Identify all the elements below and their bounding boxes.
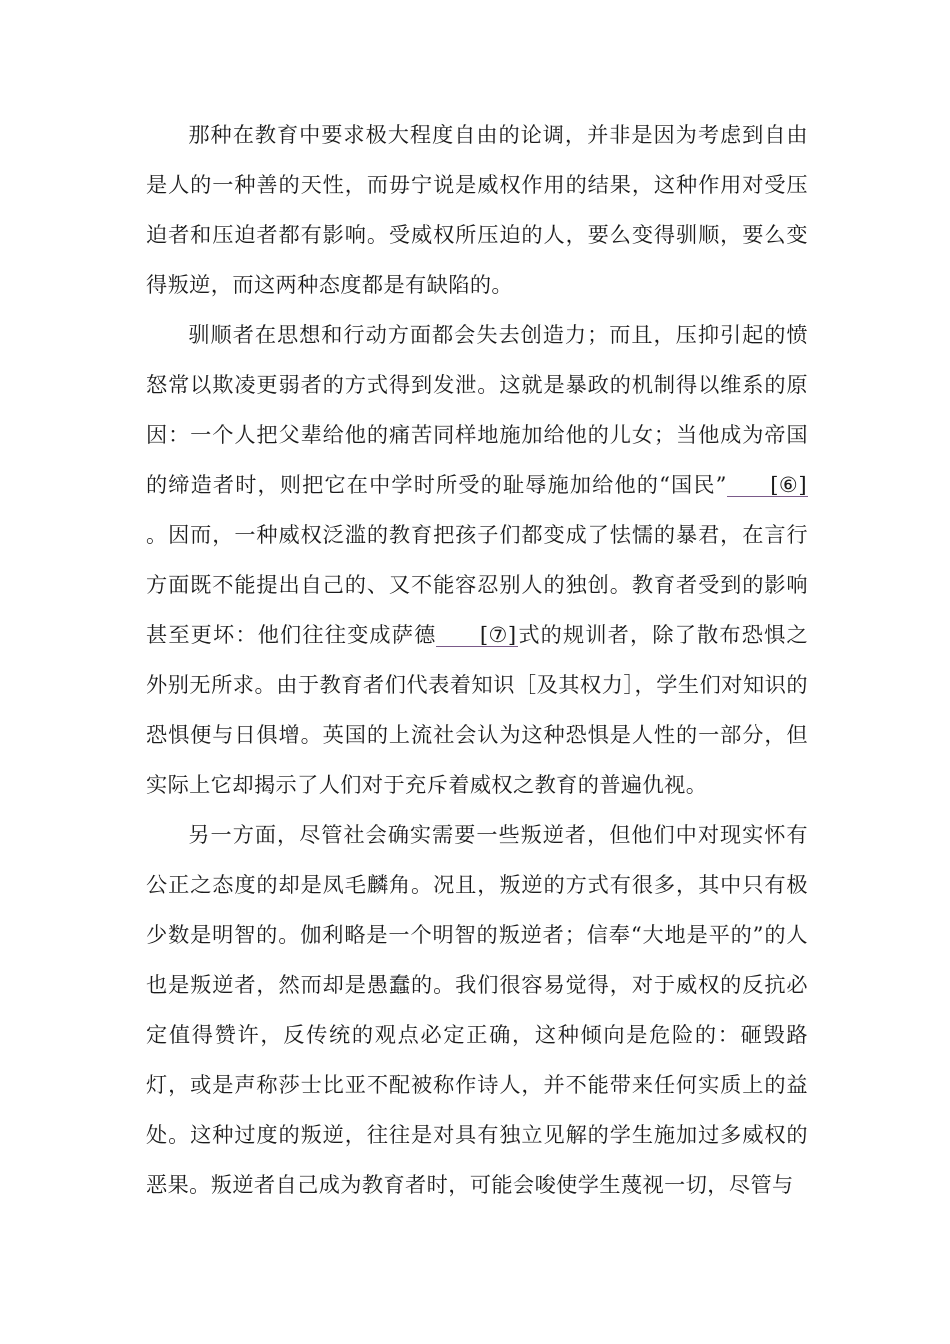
paragraph-rebels: [146, 810, 808, 1210]
footnote-link-6[interactable]: [⑥]: [727, 474, 808, 497]
paragraph-text: 。因而，一种威权泛滥的教育把孩子们都变成了怯懦的暴君，在言行方面既不能提出自己的、又不能容忍别人的独创。教育者受到的影响甚至更坏：他们往往变成萨德: [146, 522, 808, 647]
paragraph-text: 驯顺者在思想和行动方面都会失去创造力；而且，压抑引起的愤怒常以欺凌更弱者的方式得到发泄。这就是暴政的机制得以维系的原因：一个人把父辈给他的痛苦同样地施加给他的儿女；当他成为帝国的缔造者时，则把它在中学时所受的耻辱施加给他的“国民”: [146, 322, 808, 497]
paragraph-freedom-argument: [146, 110, 808, 310]
footnote-link-7[interactable]: [⑦]: [436, 624, 517, 647]
paragraph-text: 另一方面，尽管社会确实需要一些叛逆者，但他们中对现实怀有公正之态度的却是凤毛麟角。况且，叛逆的方式有很多，其中只有极少数是明智的。伽利略是一个明智的叛逆者；信奉“大地是平的”的人也是叛逆者，然而却是愚蠢的。我们很容易觉得，对于威权的反抗必定值得赞许，反传统的观点必定正确，这种倾向是危险的：砸毁路灯，或是声称莎士比亚不配被称作诗人，并不能带来任何实质上的益处。这种过度的叛逆，往往是对具有独立见解的学生施加过多威权的恶果。叛逆者自己成为教育者时，可能会唆使学生蔑视一切，尽管与: [146, 822, 808, 1197]
paragraph-text: 式的规训者，除了散布恐惧之外别无所求。由于教育者们代表着知识［及其权力］，学生们对知识的恐惧便与日俱增。英国的上流社会认为这种恐惧是人性的一部分，但实际上它却揭示了人们对于充斥着威权之教育的普遍仇视。: [146, 622, 808, 797]
paragraph-submissive: [146, 310, 808, 810]
paragraph-text: 那种在教育中要求极大程度自由的论调，并非是因为考虑到自由是人的一种善的天性，而毋宁说是威权作用的结果，这种作用对受压迫者和压迫者都有影响。受威权所压迫的人，要么变得驯顺，要么变得叛逆，而这两种态度都是有缺陷的。: [146, 122, 808, 297]
document-page: [146, 110, 808, 1210]
